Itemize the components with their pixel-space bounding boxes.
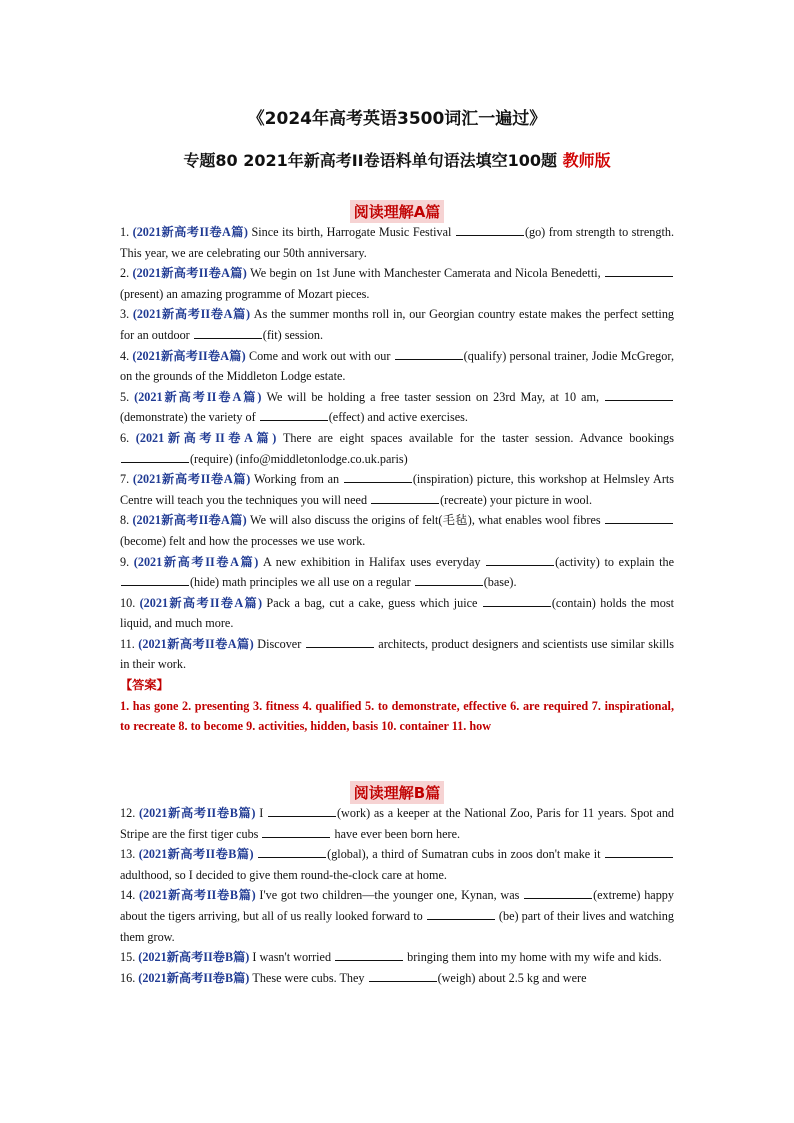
answer-blank <box>456 224 524 236</box>
question-text: (go) from strength to strength. This year, we are celebrating our 50th anniversary. <box>120 225 674 260</box>
question-number: 3. <box>120 307 133 322</box>
answer-blank <box>121 451 189 463</box>
question-text: (work) as a keeper at the National Zoo, Paris for 11 years. Spot and Stripe are the first tiger cubs <box>120 806 675 841</box>
question-item <box>120 510 674 551</box>
source-tag: (2021新高考II卷B篇) <box>138 950 250 965</box>
question-text: I <box>255 806 267 820</box>
answer-blank <box>194 327 262 339</box>
question-text: (effect) and active exercises. <box>328 410 468 425</box>
question-number: 10. <box>120 595 140 610</box>
answer-blank <box>483 595 551 607</box>
question-text: (demonstrate) the variety of <box>120 410 259 425</box>
question-text: A new exhibition in Halifax uses everyday <box>258 554 486 569</box>
question-item <box>120 968 674 989</box>
question-text: Discover <box>253 636 305 651</box>
question-text: architects, product designers and scientists use similar skills in their work. <box>120 636 674 672</box>
answer-blank <box>415 574 483 586</box>
document-title: 《2024年高考英语3500词汇一遍过》 <box>247 109 547 129</box>
teacher-edition-tag: 教师版 <box>562 151 611 170</box>
question-text: (extreme) happy about the tigers arriving, but all of us really looked forward to <box>120 888 674 923</box>
subtitle-main: 专题80 2021年新高考II卷语料单句语法填空100题 <box>183 151 563 170</box>
answer-blank <box>306 636 374 648</box>
question-text: (qualify) personal trainer, Jodie McGregor, on the grounds of the Middleton Lodge estate. <box>120 348 674 384</box>
question-item <box>120 844 674 885</box>
question-text: We will also discuss the origins of felt(毛毡), what enables wool fibres <box>246 513 605 528</box>
question-item <box>120 634 674 675</box>
question-text: (weigh) about 2.5 kg and were <box>437 970 587 985</box>
question-text: (hide) math principles we all use on a regular <box>190 575 414 590</box>
question-number: 11. <box>120 636 139 651</box>
answer-blank <box>258 846 326 858</box>
question-text: Pack a bag, cut a cake, guess which juice <box>262 595 482 610</box>
question-item <box>120 803 674 844</box>
question-number: 12. <box>120 806 139 820</box>
question-text: As the summer months roll in, our Georgian country estate makes the perfect setting for an outdoor <box>120 307 675 342</box>
question-text: These were cubs. They <box>249 970 368 985</box>
answer-blank <box>605 389 673 401</box>
answer-blank <box>262 826 330 838</box>
question-item <box>120 387 674 428</box>
source-tag: (2021新高考II卷A篇) <box>138 636 254 651</box>
section-a-heading: 阅读理解A篇 <box>0 200 794 223</box>
question-number: 4. <box>120 348 133 363</box>
question-number: 15. <box>120 950 139 965</box>
source-tag: (2021新高考II卷A篇) <box>132 513 247 528</box>
question-text: (present) an amazing programme of Mozart pieces. <box>120 286 370 301</box>
question-text: have ever been born here. <box>331 826 461 841</box>
document-subtitle <box>0 148 794 171</box>
question-text: We will be holding a free taster session on 23rd May, at 10 am, <box>261 389 605 404</box>
question-text: (global), a third of Sumatran cubs in zoos don't make it <box>327 847 605 862</box>
answer-blank <box>427 908 495 920</box>
answer-blank <box>605 846 673 858</box>
answer-blank <box>260 409 328 421</box>
answer-blank <box>395 348 463 360</box>
answer-blank <box>121 574 189 586</box>
question-item <box>120 263 674 304</box>
question-item <box>120 346 674 387</box>
question-text: (become) felt and how the processes we use work. <box>120 533 366 548</box>
question-number: 9. <box>120 554 134 569</box>
section-a-questions <box>120 222 674 737</box>
question-item <box>120 428 674 469</box>
question-item <box>120 947 674 968</box>
question-item <box>120 552 674 593</box>
question-item <box>120 885 674 947</box>
question-item <box>120 469 674 510</box>
question-text: We begin on 1st June with Manchester Camerata and Nicola Benedetti, <box>246 266 605 281</box>
question-text: (be) part of their lives and watching them grow. <box>120 908 674 944</box>
question-text: (contain) holds the most liquid, and much more. <box>120 595 675 631</box>
question-text: adulthood, so I decided to give them round-the-clock care at home. <box>120 867 447 882</box>
question-text: (require) (info@middletonlodge.co.uk.paris) <box>190 451 408 466</box>
question-text: Since its birth, Harrogate Music Festival <box>247 225 455 239</box>
question-number: 5. <box>120 389 135 404</box>
question-text: I've got two children—the younger one, Kynan, was <box>255 888 524 903</box>
source-tag: (2021新高考II卷B篇) <box>138 847 254 862</box>
answer-blank <box>369 970 437 982</box>
source-tag: (2021新高考II卷A篇) <box>132 348 246 363</box>
answer-blank <box>605 265 673 277</box>
source-tag: (2021新高考II卷B篇) <box>138 888 256 903</box>
source-tag: (2021新高考II卷A篇) <box>132 225 248 239</box>
question-text: Come and work out with our <box>245 348 394 363</box>
question-text: (base). <box>483 575 517 590</box>
source-tag: (2021新高考II卷A篇) <box>134 389 262 404</box>
question-item <box>120 304 674 345</box>
source-tag: (2021新高考II卷A篇) <box>133 554 259 569</box>
question-number: 16. <box>120 970 139 985</box>
question-number: 13. <box>120 847 139 862</box>
question-text: (recreate) your picture in wool. <box>440 492 593 507</box>
question-item <box>120 222 674 263</box>
answer-key: 1. has gone 2. presenting 3. fitness 4. qualified 5. to demonstrate, effective 6. are required 7. inspirational, to recreate 8. to become 9. activities, hidden, basis 10. container 11. how <box>120 698 674 734</box>
source-tag: (2021新高考II卷A篇) <box>139 595 263 610</box>
source-tag: (2021新高考II卷A篇) <box>132 266 247 281</box>
section-b-questions <box>120 803 674 988</box>
question-number: 2. <box>120 266 133 281</box>
question-text <box>254 847 258 861</box>
question-number: 8. <box>120 513 133 528</box>
source-tag: (2021新高考II卷A篇) <box>132 472 251 487</box>
question-text: (inspiration) picture, this workshop at Helmsley Arts Centre will teach you the techniques you will need <box>120 472 675 507</box>
answer-blank <box>605 512 673 524</box>
answer-blank <box>371 492 439 504</box>
question-text: I wasn't worried <box>249 950 335 965</box>
source-tag: (2021新高考II卷A篇) <box>132 307 251 322</box>
question-item <box>120 593 674 634</box>
answer-blank <box>268 805 336 817</box>
source-tag: (2021新高考II卷B篇) <box>138 970 250 985</box>
answer-blank <box>486 554 554 566</box>
question-text: There are eight spaces available for the taster session. Advance bookings <box>276 430 674 445</box>
question-number: 14. <box>120 888 139 903</box>
question-number: 1. <box>120 225 133 239</box>
answer-blank <box>344 471 412 483</box>
question-text: (fit) session. <box>262 327 324 342</box>
source-tag: (2021新高考II卷B篇) <box>138 806 256 820</box>
question-number: 7. <box>120 472 133 487</box>
question-text: (activity) to explain the <box>555 554 675 569</box>
question-number: 6. <box>120 430 136 445</box>
answer-heading: 【答案】 <box>120 678 169 693</box>
source-tag: (2021新高考II卷A篇) <box>135 430 277 445</box>
section-b-heading: 阅读理解B篇 <box>0 781 794 804</box>
answer-blank <box>524 887 592 899</box>
answer-blank <box>335 949 403 961</box>
question-text: bringing them into my home with my wife and kids. <box>404 950 662 965</box>
question-text: Working from an <box>250 472 343 487</box>
